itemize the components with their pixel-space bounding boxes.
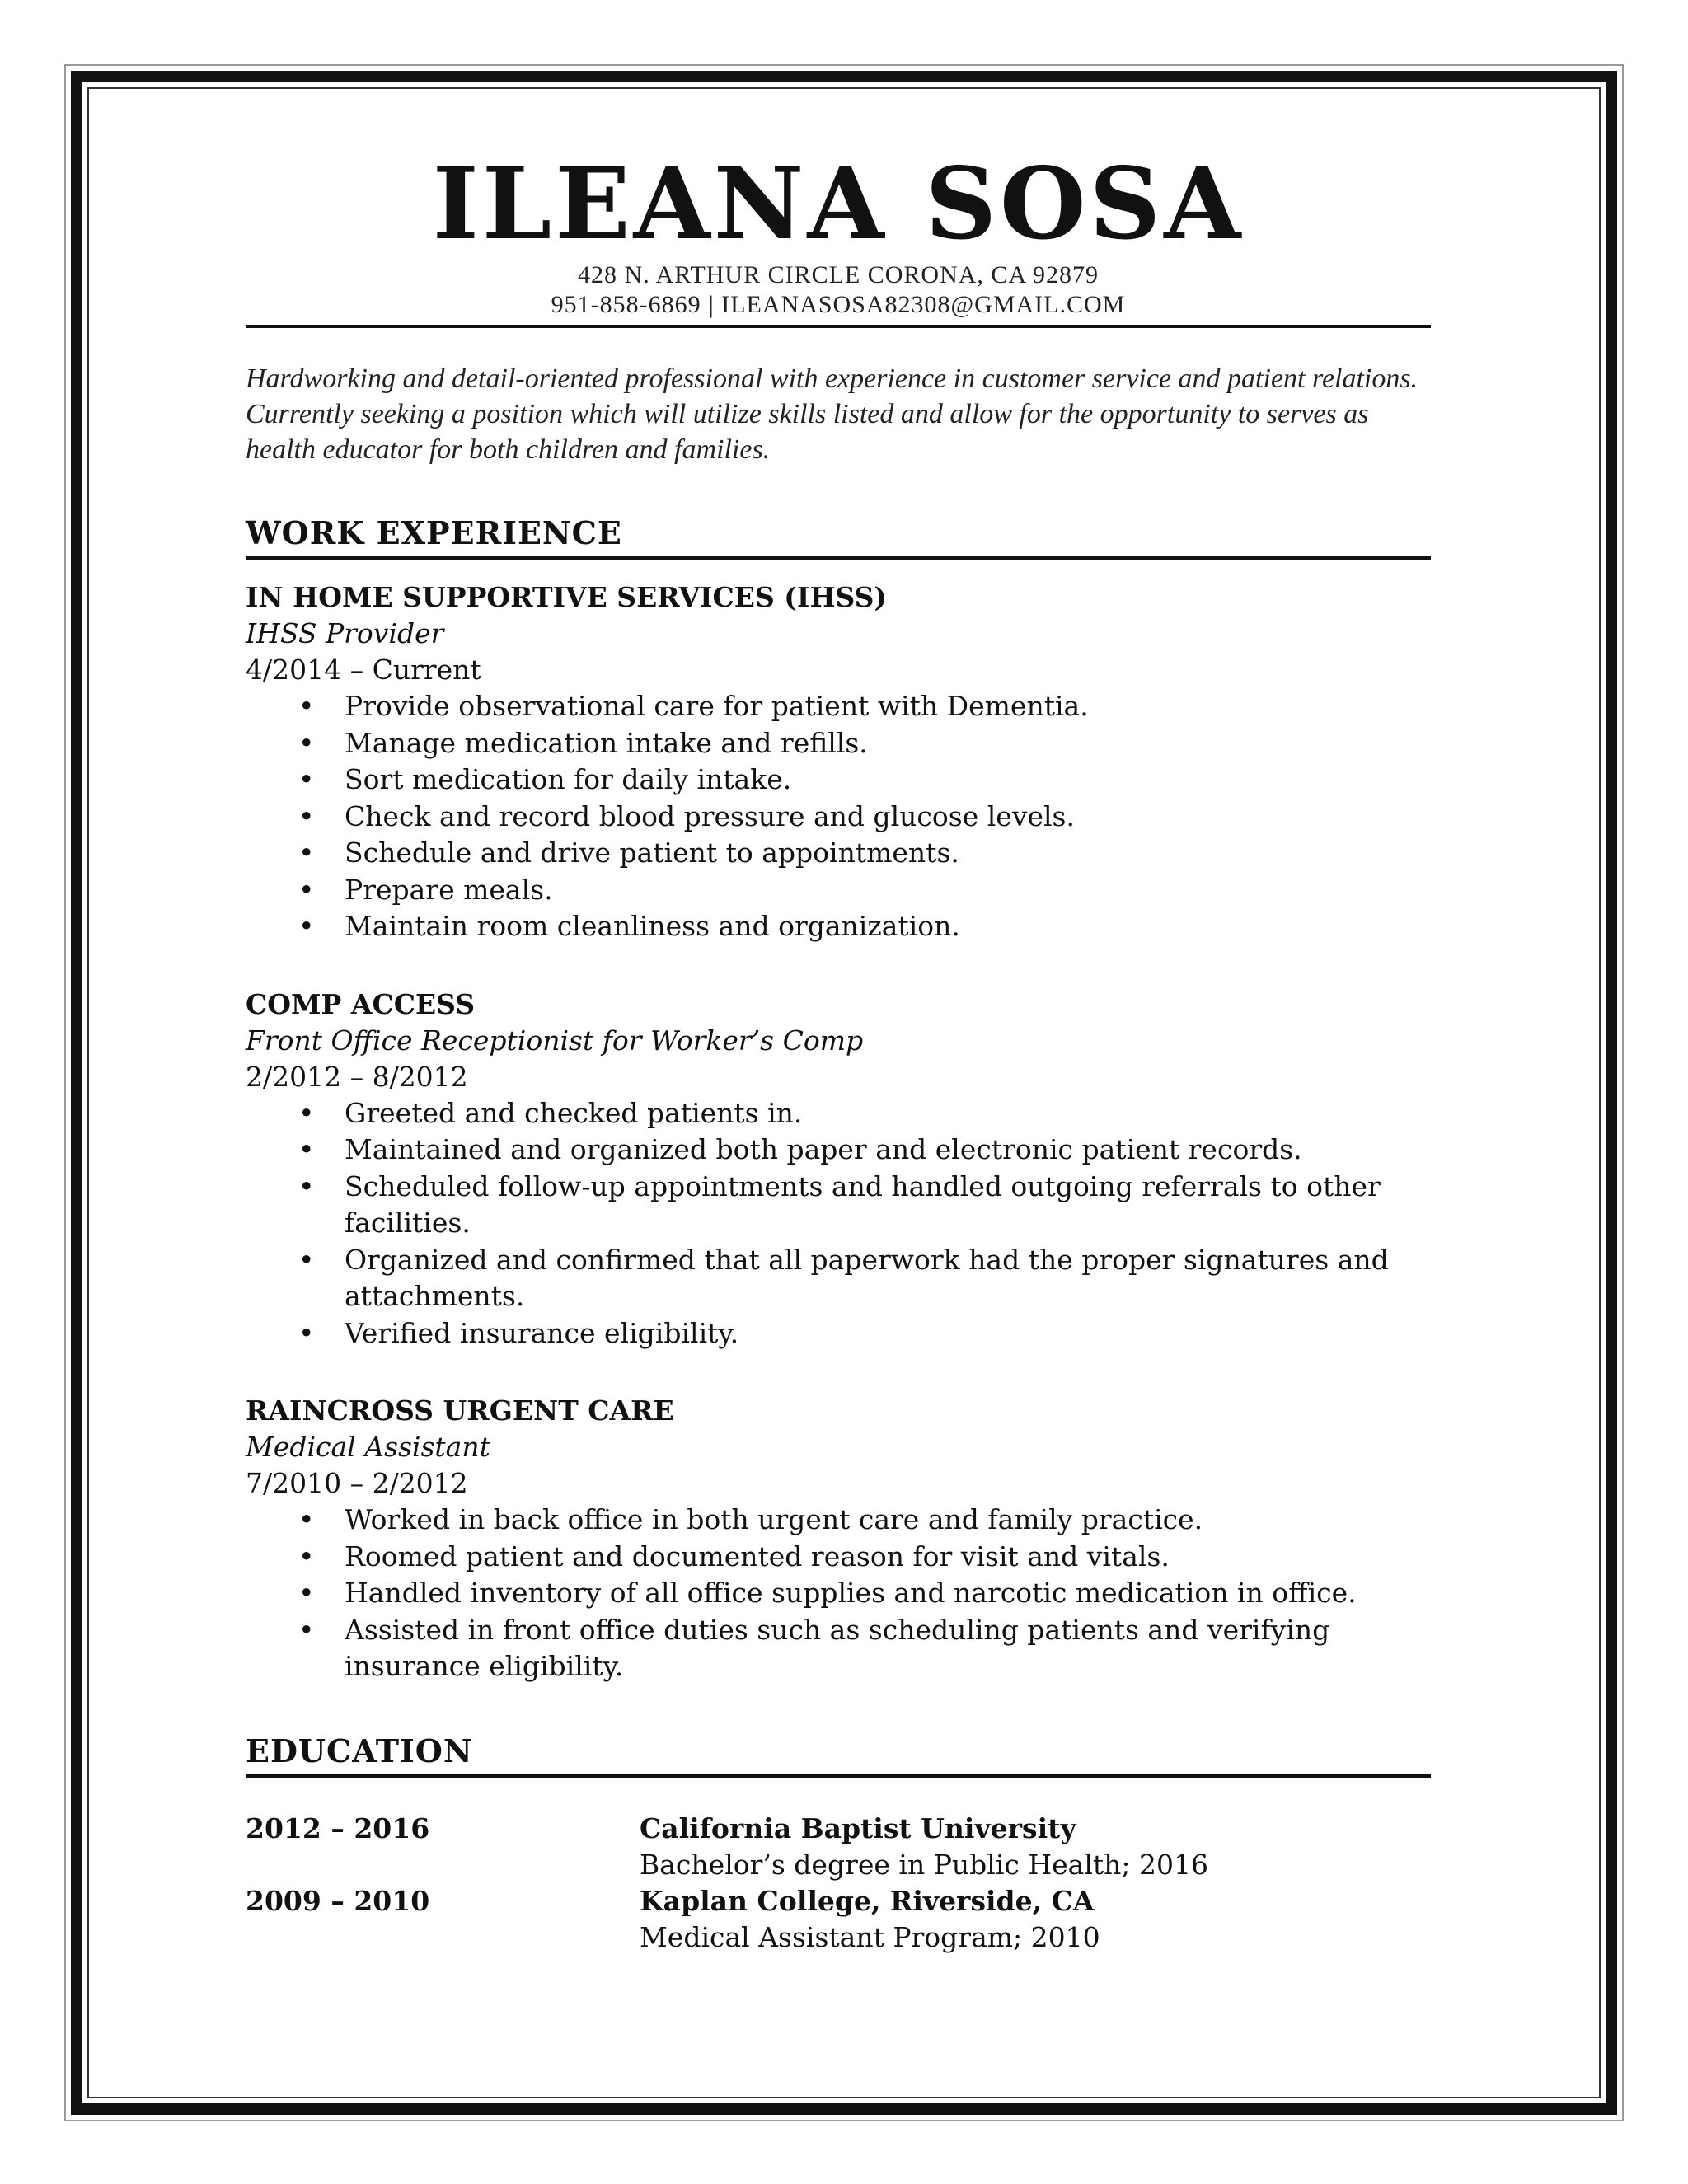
contact-address: 428 N. ARTHUR CIRCLE CORONA, CA 92879 bbox=[578, 261, 1099, 288]
education-divider bbox=[246, 1774, 1431, 1778]
job-entry bbox=[246, 1393, 1431, 1685]
job-duty: • Prepare meals. bbox=[345, 872, 1431, 909]
job-duties-list bbox=[246, 1502, 1431, 1685]
job-duty: • Worked in back office in both urgent care and family practice. bbox=[345, 1502, 1431, 1539]
job-duty: • Manage medication intake and refills. bbox=[345, 725, 1431, 762]
job-dates: 4/2014 – Current bbox=[246, 654, 481, 686]
job-employer: IN HOME SUPPORTIVE SERVICES (IHSS) bbox=[246, 581, 888, 613]
job-duty: • Assisted in front office duties such as scheduling patients and verifying insurance eligibility. bbox=[345, 1612, 1431, 1685]
job-duty: • Roomed patient and documented reason for visit and vitals. bbox=[345, 1539, 1431, 1576]
job-entry bbox=[246, 579, 1431, 945]
job-duty: • Maintained and organized both paper and electronic patient records. bbox=[345, 1132, 1431, 1169]
education-entry bbox=[246, 1883, 1431, 1956]
job-duties-list bbox=[246, 1095, 1431, 1352]
education-entry bbox=[246, 1811, 1431, 1883]
job-duty: • Schedule and drive patient to appointments. bbox=[345, 835, 1431, 872]
education-school: Kaplan College, Riverside, CA bbox=[640, 1884, 1095, 1917]
job-duty: • Greeted and checked patients in. bbox=[345, 1095, 1431, 1132]
job-duty: • Handled inventory of all office supplies and narcotic medication in office. bbox=[345, 1575, 1431, 1612]
job-duty: • Maintain room cleanliness and organization. bbox=[345, 908, 1431, 945]
contact-phone: 951-858-6869 bbox=[551, 291, 701, 318]
work-experience-heading: WORK EXPERIENCE bbox=[246, 514, 622, 551]
job-employer: COMP ACCESS bbox=[246, 987, 476, 1020]
education-info bbox=[640, 1811, 1208, 1883]
contact-line bbox=[246, 290, 1431, 320]
job-dates: 7/2010 – 2/2012 bbox=[246, 1467, 468, 1499]
education-degree: Medical Assistant Program; 2010 bbox=[640, 1920, 1100, 1953]
education-list bbox=[246, 1811, 1431, 1956]
job-role: Medical Assistant bbox=[246, 1431, 490, 1463]
candidate-name: ILEANA SOSA bbox=[432, 146, 1245, 262]
resume-content bbox=[246, 148, 1431, 1956]
job-duty: • Check and record blood pressure and glucose levels. bbox=[345, 799, 1431, 836]
job-duty: • Organized and confirmed that all paperwork had the proper signatures and attachments. bbox=[345, 1242, 1431, 1315]
job-duty: • Verified insurance eligibility. bbox=[345, 1315, 1431, 1352]
education-years: 2009 – 2010 bbox=[246, 1884, 430, 1917]
contact-separator: | bbox=[708, 291, 715, 318]
education-heading: EDUCATION bbox=[246, 1732, 473, 1769]
job-role: IHSS Provider bbox=[246, 617, 444, 649]
job-employer: RAINCROSS URGENT CARE bbox=[246, 1394, 674, 1427]
job-role: Front Office Receptionist for Worker’s Comp bbox=[246, 1024, 864, 1057]
education-degree: Bachelor’s degree in Public Health; 2016 bbox=[640, 1848, 1209, 1881]
education-school: California Baptist University bbox=[640, 1811, 1076, 1844]
education-info bbox=[640, 1883, 1100, 1956]
job-duty: • Provide observational care for patient with Dementia. bbox=[345, 688, 1431, 725]
work-experience-divider bbox=[246, 556, 1431, 560]
education-years: 2012 – 2016 bbox=[246, 1811, 430, 1844]
job-entry bbox=[246, 987, 1431, 1352]
job-duties-list bbox=[246, 688, 1431, 945]
header-divider bbox=[246, 325, 1431, 328]
contact-email: ILEANASOSA82308@GMAIL.COM bbox=[721, 291, 1126, 318]
professional-summary: Hardworking and detail-oriented professional with experience in customer service and patient relations. Currently seeking a position which will utilize skills listed and allow for the opportunity to serves as health educator for both children and families. bbox=[246, 363, 1418, 465]
job-duty: • Sort medication for daily intake. bbox=[345, 762, 1431, 799]
job-dates: 2/2012 – 8/2012 bbox=[246, 1060, 468, 1093]
job-duty: • Scheduled follow-up appointments and handled outgoing referrals to other facilities. bbox=[345, 1169, 1431, 1242]
